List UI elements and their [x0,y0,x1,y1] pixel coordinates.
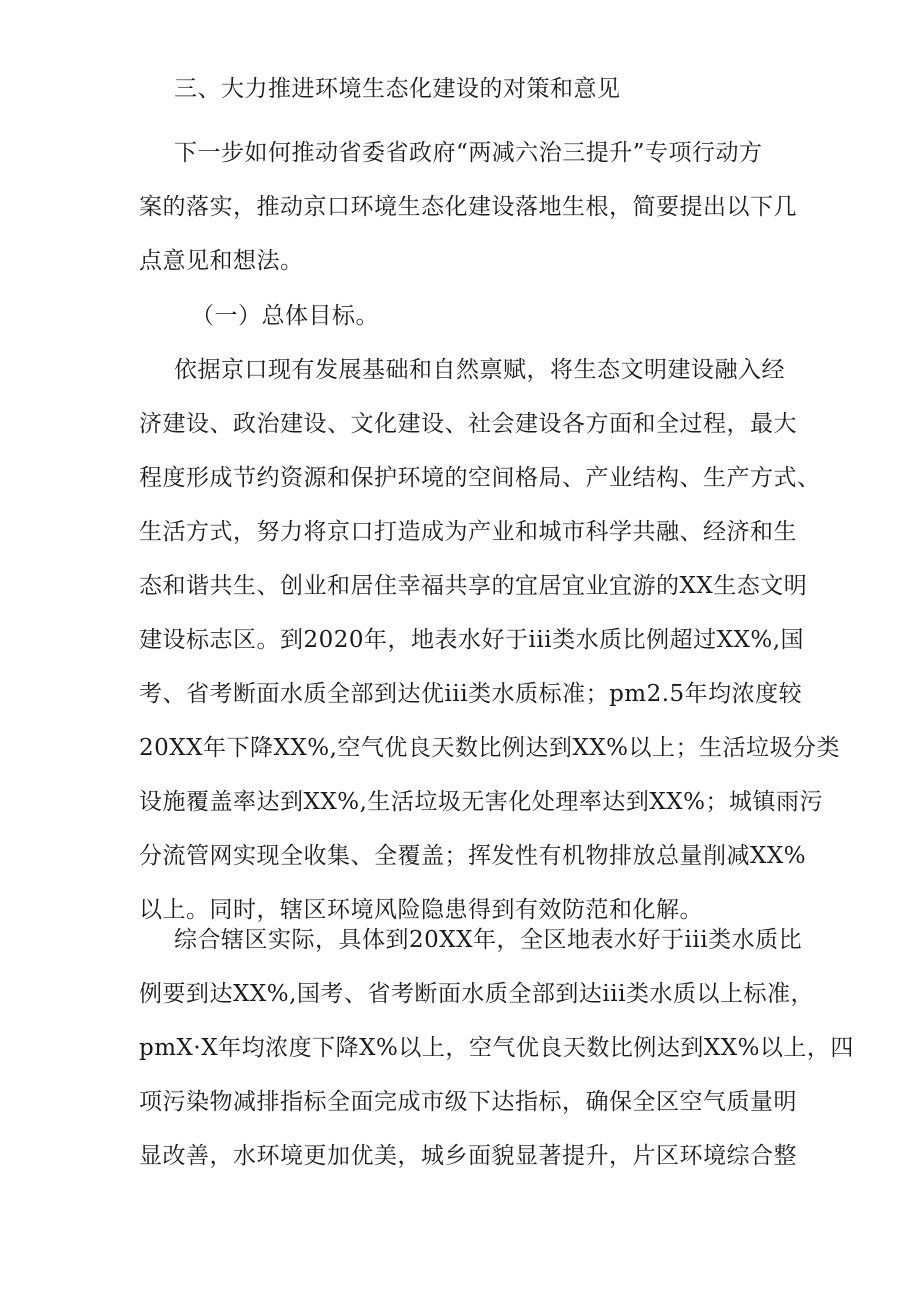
paragraph-goals [139,343,841,937]
section-heading [139,62,834,116]
paragraph-line: 建设标志区。到2020年，地表水好于iii类水质比例超过XX%,国 [139,627,805,653]
paragraph-specifics [139,913,854,1183]
paragraph-line: 考、省考断面水质全部到达优iii类水质标准；pm2.5年均浓度较 [139,681,803,707]
paragraph-line: 显改善，水环境更加优美，城乡面貌显著提升，片区环境综合整 [139,1143,797,1169]
subheading-overall-goal [139,289,851,343]
paragraph-line: 依据京口现有发展基础和自然禀赋，将生态文明建设融入经 [174,357,785,383]
paragraph-line: 下一步如何推动省委省政府“两减六治三提升”专项行动方 [174,140,763,166]
paragraph-line: 以上。同时，辖区环境风险隐患得到有效防范和化解。 [139,897,703,923]
paragraph-line: 生活方式，努力将京口打造成为产业和城市科学共融、经济和生 [139,519,797,545]
paragraph-line: 案的落实，推动京口环境生态化建设落地生根，简要提出以下几 [139,194,797,220]
section-heading-text: 三、大力推进环境生态化建设的对策和意见 [174,76,621,102]
paragraph-line: 20XX年下降XX%,空气优良天数比例达到XX%以上；生活垃圾分类 [139,735,841,761]
paragraph-line: 点意见和想法。 [139,248,304,274]
paragraph-line: 设施覆盖率达到XX%,生活垃圾无害化处理率达到XX%；城镇雨污 [139,789,824,815]
paragraph-line: pmX·X年均浓度下降X%以上，空气优良天数比例达到XX%以上，四 [139,1035,854,1061]
paragraph-line: 分流管网实现全收集、全覆盖；挥发性有机物排放总量削减XX% [139,843,807,869]
paragraph-intro [139,126,799,288]
paragraph-line: 项污染物减排指标全面完成市级下达指标，确保全区空气质量明 [139,1089,797,1115]
paragraph-line: 程度形成节约资源和保护环境的空间格局、产业结构、生产方式、 [139,465,821,491]
paragraph-line: 济建设、政治建设、文化建设、社会建设各方面和全过程，最大 [139,411,797,437]
paragraph-line: 例要到达XX%,国考、省考断面水质全部到达iii类水质以上标准， [139,981,814,1007]
subheading-text: （一）总体目标。 [191,303,379,329]
paragraph-line: 综合辖区实际，具体到20XX年，全区地表水好于iii类水质比 [174,927,803,953]
paragraph-line: 态和谐共生、创业和居住幸福共享的宜居宜业宜游的XX生态文明 [139,573,808,599]
